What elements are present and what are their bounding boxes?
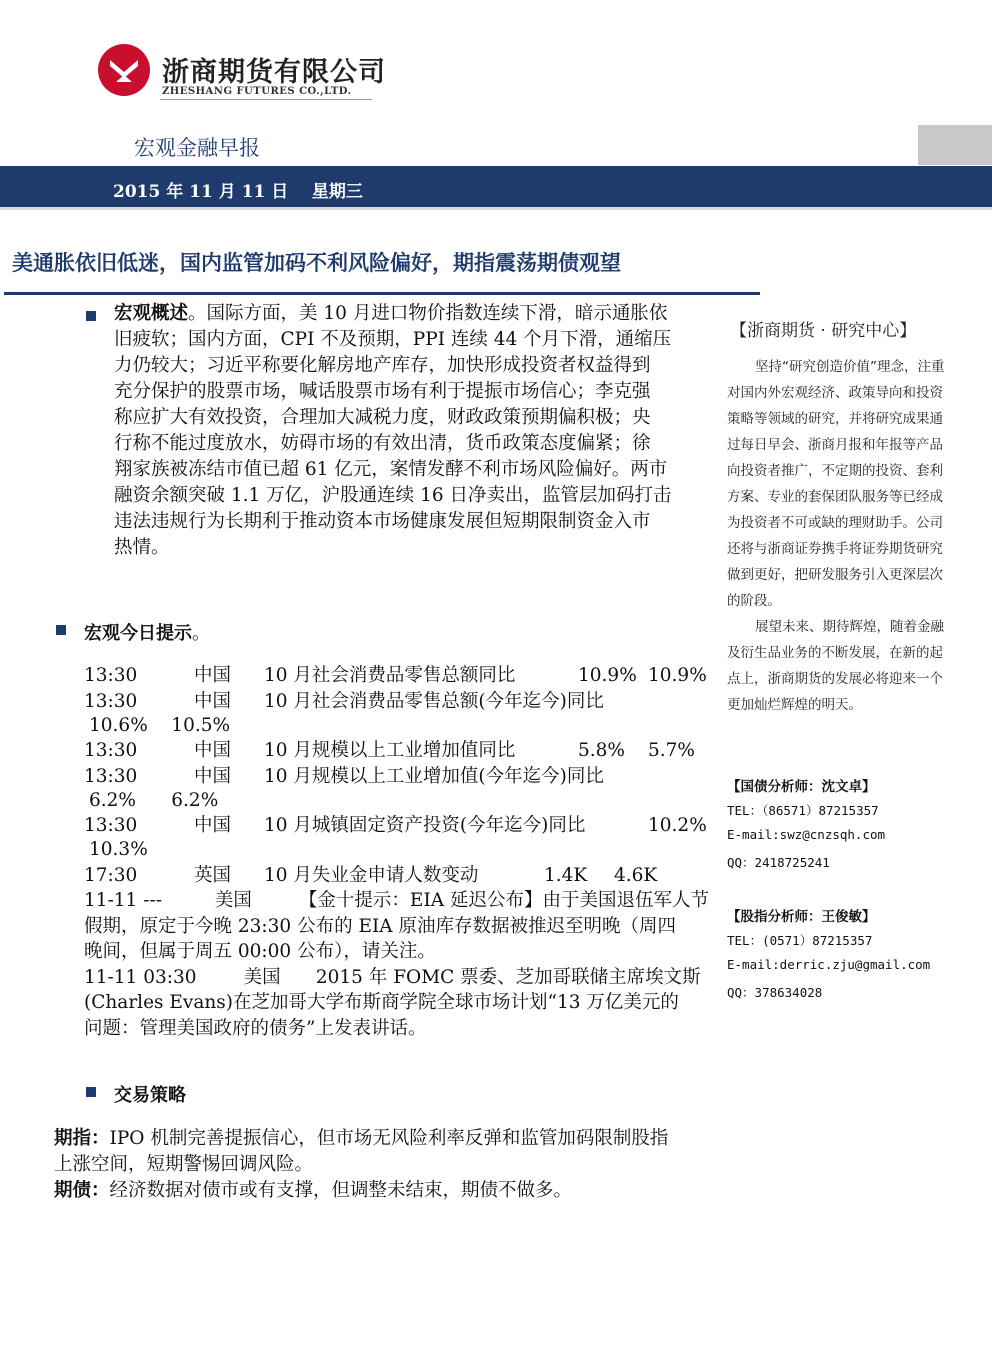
analyst-title: 【股指分析师：王俊敏】 [727, 909, 876, 925]
calendar-country: 中国 [194, 740, 232, 761]
strategy-item [54, 1126, 668, 1204]
company-logo-icon [96, 42, 152, 98]
calendar-row [84, 739, 704, 764]
calendar-value-prev: 5.8% [578, 740, 625, 761]
sidebar-intro [727, 354, 953, 718]
headline: 美通胀依旧低迷，国内监管加码不利风险偏好，期指震荡期债观望 [12, 251, 621, 275]
headline-divider [4, 292, 760, 295]
overview-line: 热情。 [114, 537, 170, 558]
calendar-values: 6.2% 6.2% [89, 790, 219, 811]
strategy-line: IPO 机制完善提振信心，但市场无风险利率反弹和监管加码限制股指 [109, 1128, 669, 1149]
company-name: 浙商期货有限公司 [162, 57, 386, 88]
calendar-event: 10 月社会消费品零售总额(今年迄今)同比 [264, 691, 604, 712]
calendar-value-forecast: 10.9% [648, 665, 707, 686]
analyst-tel: TEL：（86571）87215357 [727, 803, 879, 818]
calendar-time: 17:30 [84, 865, 138, 886]
calendar-values: 10.3% [89, 839, 148, 860]
calendar-value-forecast: 5.7% [648, 740, 695, 761]
calendar-event: 10 月社会消费品零售总额同比 [264, 665, 516, 686]
section-bullet-icon [56, 625, 66, 635]
calendar-notes [84, 888, 709, 1041]
overview-paragraph [114, 301, 704, 561]
calendar-row [84, 664, 707, 689]
overview-line: 。国际方面，美 10 月进口物价指数连续下滑，暗示通胀依 [188, 303, 668, 324]
strategy-label: 期债： [54, 1180, 110, 1201]
calendar-note-line: 假期，原定于今晚 23:30 公布的 EIA 原油库存数据被推迟至明晚（周四 [84, 915, 677, 937]
analyst-title: 【国债分析师：沈文卓】 [727, 779, 876, 795]
calendar-time: 13:30 [84, 691, 138, 712]
calendar-value-prev: 1.4K [544, 865, 588, 886]
calendar-event: 10 月规模以上工业增加值同比 [264, 740, 516, 761]
calendar-event: 10 月城镇固定资产投资(今年迄今)同比 [264, 815, 586, 836]
calendar-country: 英国 [194, 865, 232, 886]
calendar-time: 13:30 [84, 740, 138, 761]
calendar-note-line: 问题：管理美国政府的债务”上发表讲话。 [84, 1017, 427, 1039]
section-bullet-icon [86, 311, 96, 321]
calendar-event: 10 月失业金申请人数变动 [264, 865, 479, 886]
overview-line: 违法违规行为长期利于推动资本市场健康发展但短期限制资金入市 [114, 511, 651, 532]
calendar-value-prev: 10.2% [648, 815, 707, 836]
calendar-row [84, 814, 707, 839]
calendar-title [84, 619, 210, 645]
analyst-tel: TEL：(0571）87215357 [727, 933, 873, 948]
company-name-en: ZHESHANG FUTURES CO.,LTD. [162, 86, 352, 97]
analyst-email[interactable]: E-mail:derric.zju@gmail.com [727, 957, 931, 972]
calendar-title-text: 宏观今日提示 [84, 623, 192, 644]
overview-line: 称应扩大有效投资，合理加大减税力度，财政政策预期偏积极；央 [114, 407, 651, 428]
calendar-time: 13:30 [84, 665, 138, 686]
calendar-title-suffix: 。 [192, 623, 210, 644]
calendar-row [84, 765, 704, 790]
calendar-country: 中国 [194, 665, 232, 686]
sidebar-heading: 【浙商期货 · 研究中心】 [730, 321, 917, 341]
report-title: 宏观金融早报 [134, 136, 260, 160]
sidebar-paragraph: 坚持“研究创造价值”理念，注重对国内外宏观经济、政策导向和投资策略等领域的研究，并将研究成果通过每日早会、浙商月报和年报等产品向投资者推广，不定期的投资、套利方案、专业的套保团队服务等已经成为投资者不可或缺的理财助手。公司还将与浙商证券携手将证券期货研究做到更好，把研发服务引入更深层次的阶段。 [727, 359, 945, 609]
analyst-qq: QQ：378634028 [727, 985, 823, 1000]
calendar-values: 10.6% 10.5% [89, 715, 231, 736]
overview-line: 融资余额突破 1.1 万亿，沪股通连续 16 日净卖出，监管层加码打击 [114, 485, 672, 506]
corner-block [918, 125, 992, 165]
overview-line: 旧疲软；国内方面，CPI 不及预期，PPI 连续 44 个月下滑，通缩压 [114, 329, 672, 350]
analyst-qq: QQ：2418725241 [727, 855, 830, 870]
sidebar-paragraph: 展望未来、期待辉煌，随着金融及衍生品业务的不断发展，在新的起点上，浙商期货的发展必将迎来一个更加灿烂辉煌的明天。 [727, 619, 944, 713]
overview-line: 翔家族被冻结市值已超 61 亿元，案情发酵不利市场风险偏好。两市 [114, 459, 668, 480]
calendar-time: 13:30 [84, 766, 138, 787]
strategy-line: 上涨空间，短期警惕回调风险。 [54, 1154, 314, 1175]
overview-line: 力仍较大；习近平称要化解房地产库存，加快形成投资者权益得到 [114, 355, 651, 376]
calendar-note-line: 晚间，但属于周五 00:00 公布），请关注。 [84, 941, 436, 962]
calendar-note-line: (Charles Evans)在芝加哥大学布斯商学院全球市场计划“13 万亿美元的 [84, 992, 679, 1013]
calendar-country: 中国 [194, 691, 232, 712]
overview-line: 行称不能过度放水，妨碍市场的有效出清，货币政策态度偏紧；徐 [114, 433, 651, 454]
report-date: 2015 年 11 月 11 日 星期三 [113, 182, 363, 202]
calendar-row [84, 864, 704, 889]
calendar-event: 10 月规模以上工业增加值(今年迄今)同比 [264, 766, 604, 787]
calendar-row [84, 690, 704, 715]
calendar-time: 13:30 [84, 815, 138, 836]
company-divider [160, 99, 372, 100]
analyst-email[interactable]: E-mail:swz@cnzsqh.com [727, 827, 886, 842]
calendar-value-prev: 10.9% [578, 665, 637, 686]
strategy-title: 交易策略 [114, 1085, 186, 1106]
strategy-label: 期指： [54, 1128, 110, 1149]
calendar-country: 中国 [194, 766, 232, 787]
overview-line: 充分保护的股票市场，喊话股票市场有利于提振市场信心；李克强 [114, 381, 651, 402]
overview-label: 宏观概述 [114, 303, 189, 324]
calendar-value-forecast: 4.6K [614, 865, 658, 886]
calendar-note-line: 11-11 03:30 美国 2015 年 FOMC 票委、芝加哥联储主席埃文斯 [84, 966, 701, 988]
section-bullet-icon [86, 1087, 96, 1097]
strategy-line: 经济数据对债市或有支撑，但调整未结束，期债不做多。 [109, 1180, 573, 1201]
calendar-note-line: 11-11 --- 美国 【金十提示：EIA 延迟公布】由于美国退伍军人节 [84, 890, 709, 911]
calendar-country: 中国 [194, 815, 232, 836]
